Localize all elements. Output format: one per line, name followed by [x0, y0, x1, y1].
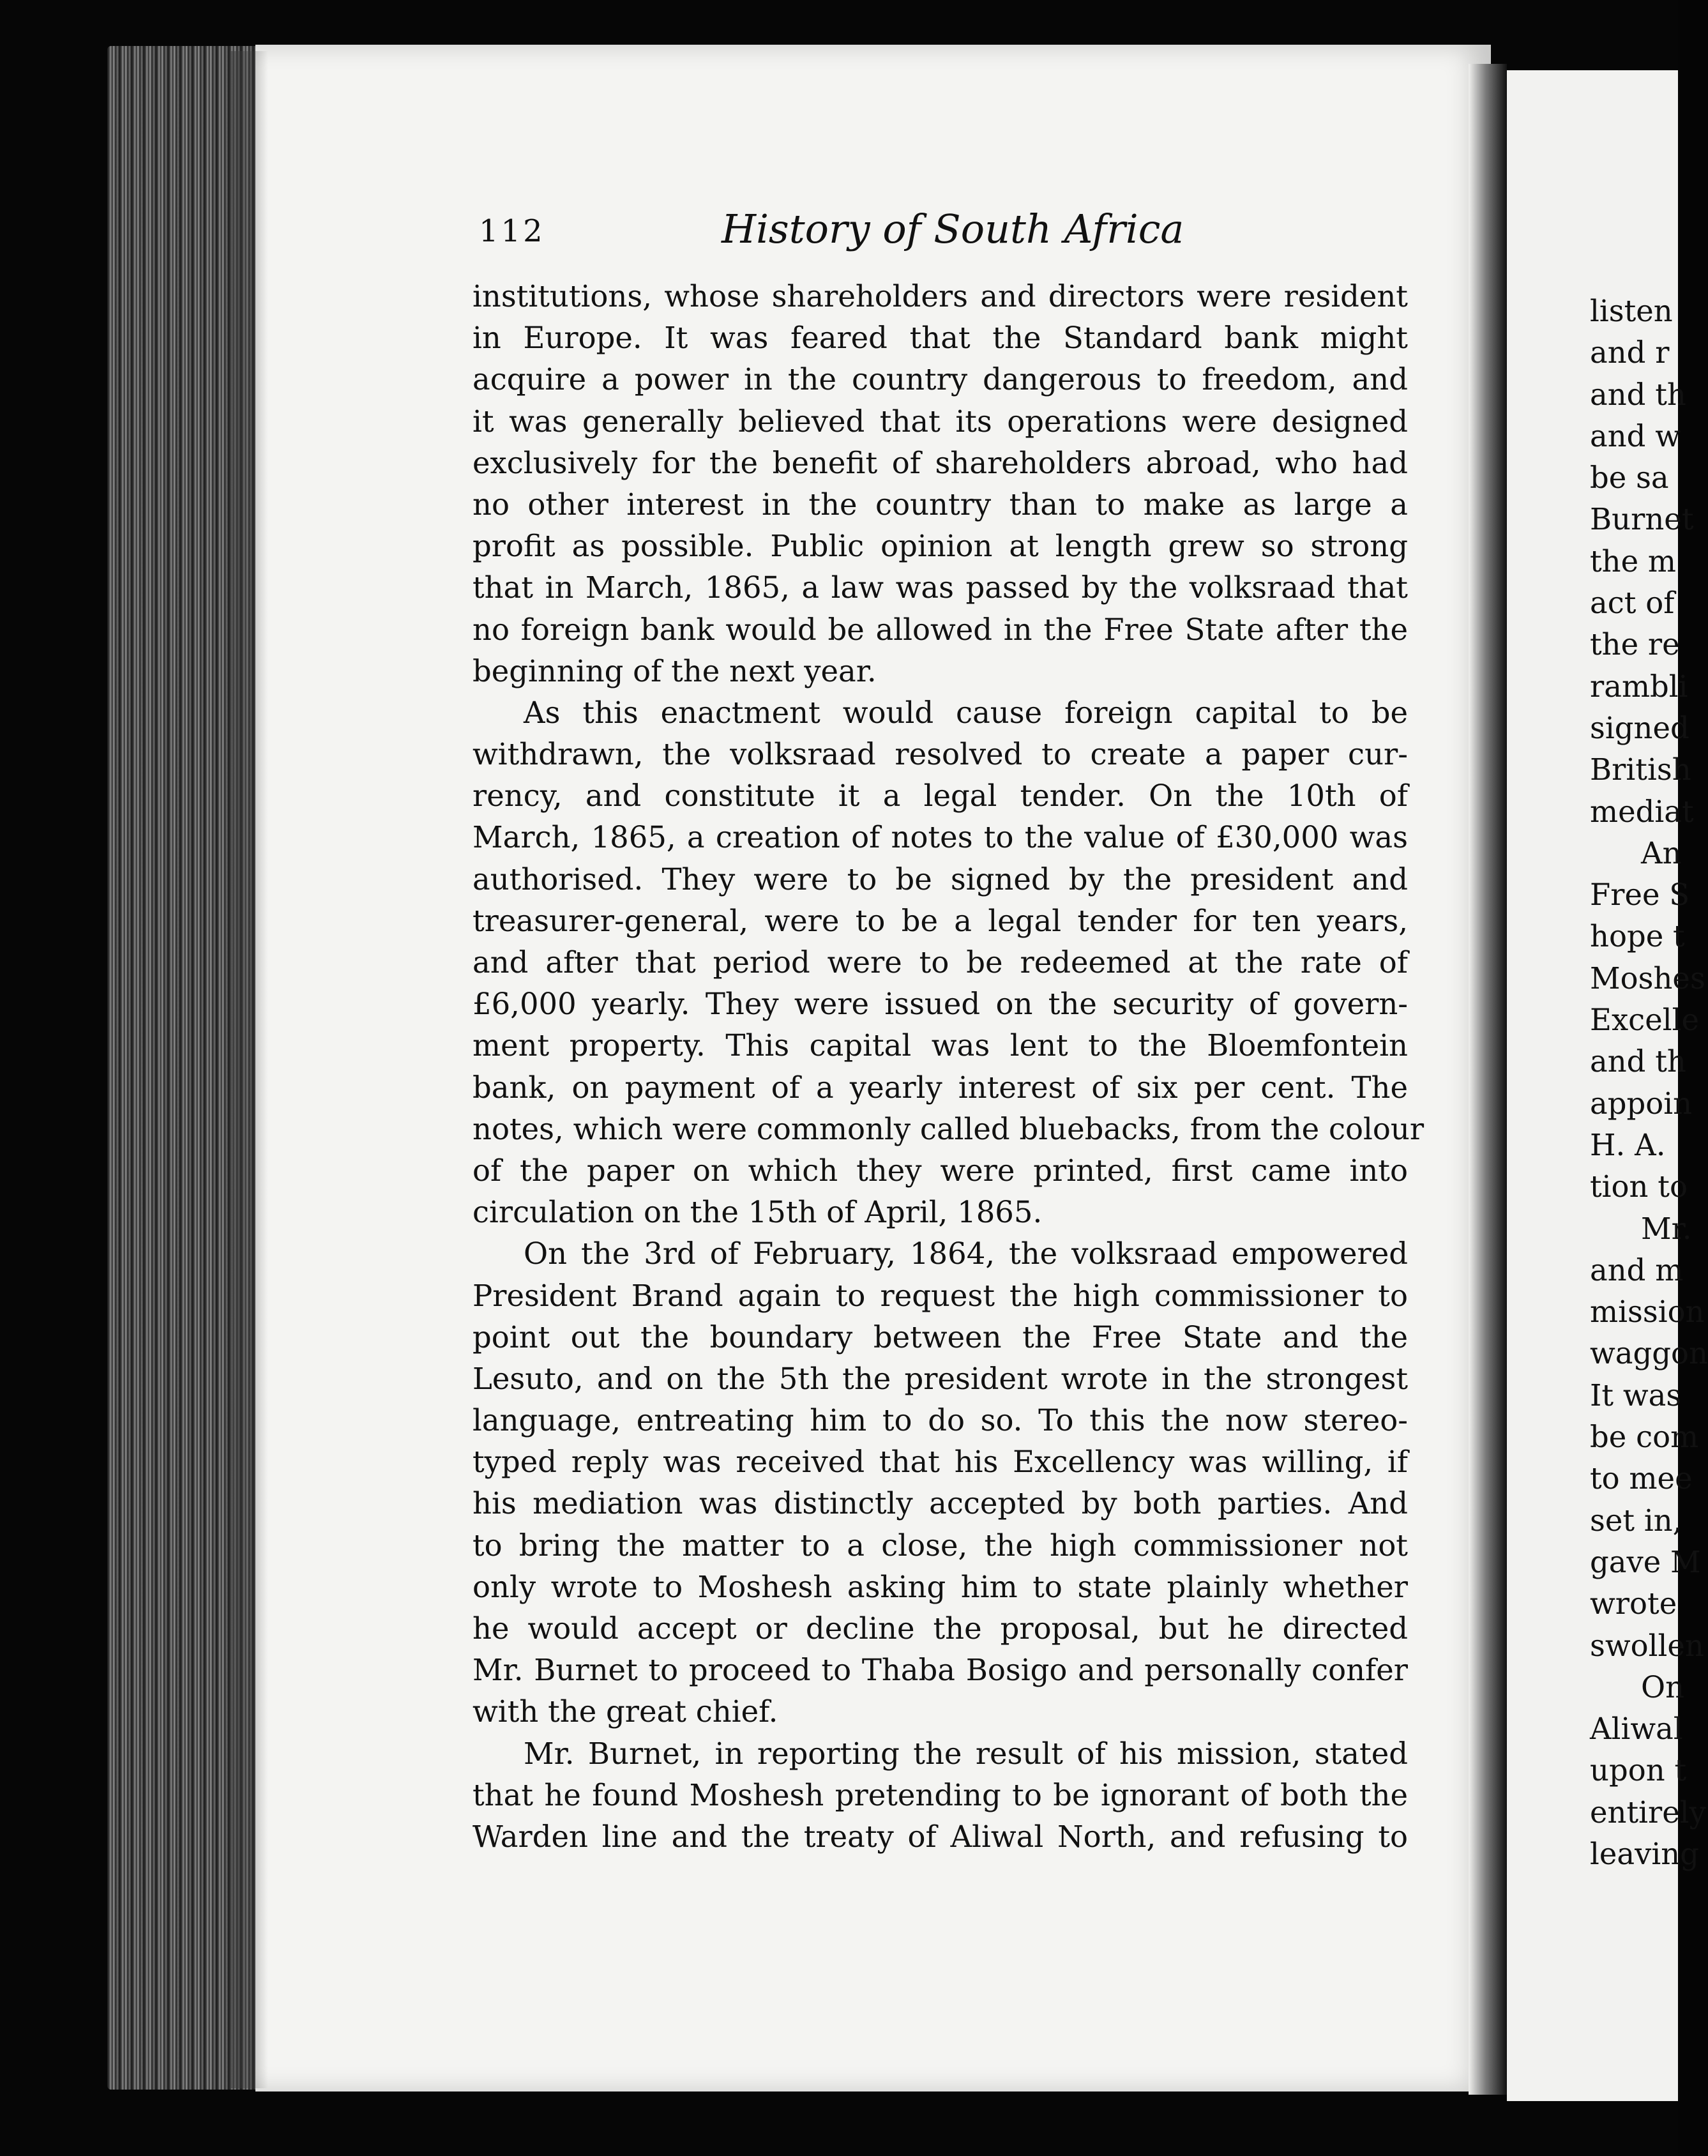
text-line: of the paper on which they were printed, first came into: [472, 1153, 1408, 1188]
facing-text-line: and r: [1590, 335, 1670, 370]
facing-text-line: It was: [1590, 1378, 1682, 1413]
text-line: that in March, 1865, a law was passed by the volksraad that: [472, 570, 1408, 605]
facing-text-line: the re: [1590, 627, 1680, 662]
facing-text-line: and th: [1590, 1044, 1686, 1079]
facing-text-line: Burnet: [1590, 502, 1694, 537]
text-line: treasurer-general, were to be a legal tender for ten years,: [472, 903, 1408, 938]
text-line: in Europe. It was feared that the Standard bank might: [472, 321, 1408, 356]
text-line: On the 3rd of February, 1864, the volksraad empowered: [524, 1236, 1408, 1272]
text-line: As this enactment would cause foreign capital to be: [524, 695, 1408, 730]
text-line: no other interest in the country than to make as large a: [472, 487, 1408, 522]
running-title: History of South Africa: [722, 206, 1184, 252]
facing-text-line: Aliwal: [1590, 1712, 1683, 1747]
facing-text-line: mission: [1590, 1294, 1705, 1330]
facing-text-line: and m: [1590, 1252, 1684, 1287]
text-line: authorised. They were to be signed by the president and: [472, 862, 1408, 897]
text-line: bank, on payment of a yearly interest of six per cent. The: [472, 1070, 1408, 1105]
text-line: £6,000 yearly. They were issued on the security of govern-: [472, 987, 1408, 1022]
text-line: March, 1865, a creation of notes to the value of £30,000 was: [472, 820, 1408, 855]
text-line: that he found Moshesh pretending to be ignorant of both the: [472, 1777, 1408, 1812]
text-line: it was generally believed that its operations were designed: [472, 404, 1408, 439]
text-line: only wrote to Moshesh asking him to state plainly whether: [472, 1569, 1408, 1604]
facing-text-line: H. A.: [1590, 1127, 1666, 1162]
text-line: Lesuto, and on the 5th the president wrote in the strongest: [472, 1361, 1408, 1396]
page-number: 112: [479, 213, 545, 249]
facing-text-line: mediat: [1590, 794, 1694, 829]
text-line: acquire a power in the country dangerous to freedom, and: [472, 362, 1408, 397]
text-line: ment property. This capital was lent to the Bloemfontein: [472, 1028, 1408, 1063]
text-line: Warden line and the treaty of Aliwal North, and refusing to: [472, 1819, 1408, 1854]
facing-text-line: listen: [1590, 294, 1673, 328]
text-line: language, entreating him to do so. To this the now stereo-: [472, 1403, 1408, 1438]
facing-text-line: Excelle: [1590, 1003, 1699, 1038]
text-line: Mr. Burnet to proceed to Thaba Bosigo and personally confer: [472, 1653, 1408, 1688]
facing-text-line: Mr.: [1641, 1211, 1692, 1246]
facing-text-line: Moshes: [1590, 960, 1705, 996]
text-line: Mr. Burnet, in reporting the result of his mission, stated: [524, 1736, 1408, 1771]
text-line: beginning of the next year.: [472, 653, 877, 688]
facing-text-line: to mee: [1590, 1461, 1693, 1496]
facing-text-line: British: [1590, 752, 1691, 787]
body-text: [472, 276, 1425, 1858]
text-line: his mediation was distinctly accepted by both parties. And: [472, 1486, 1408, 1521]
facing-text-line: be sa: [1590, 460, 1669, 496]
text-line: typed reply was received that his Excellency was willing, if: [472, 1445, 1408, 1480]
book-gutter: [1469, 64, 1507, 2095]
facing-text-line: waggon: [1590, 1336, 1708, 1371]
facing-text-line: swollen: [1590, 1628, 1704, 1663]
facing-text-line: act of: [1590, 586, 1675, 621]
text-line: rency, and constitute it a legal tender. On the 10th of: [472, 778, 1408, 814]
facing-text-line: and w: [1590, 418, 1681, 453]
text-line: profit as possible. Public opinion at length grew so strong: [472, 529, 1408, 564]
facing-text-line: appoin: [1590, 1086, 1693, 1121]
facing-text-line: set in,: [1590, 1503, 1682, 1538]
text-line: to bring the matter to a close, the high commissioner not: [472, 1528, 1408, 1563]
facing-text-line: An: [1641, 835, 1682, 870]
facing-text-line: On: [1641, 1669, 1685, 1704]
facing-text-line: upon t: [1590, 1753, 1687, 1788]
text-line: he would accept or decline the proposal, but he directed: [472, 1611, 1408, 1646]
facing-text-line: leaving: [1590, 1836, 1699, 1871]
facing-text-line: and th: [1590, 377, 1686, 412]
facing-text-line: tion to: [1590, 1169, 1688, 1204]
page-edge-shadow: [230, 51, 268, 2088]
text-line: circulation on the 15th of April, 1865.: [472, 1195, 1043, 1230]
text-line: with the great chief.: [472, 1694, 778, 1729]
text-line: withdrawn, the volksraad resolved to create a paper cur-: [472, 737, 1408, 772]
text-line: exclusively for the benefit of shareholders abroad, who had: [472, 445, 1408, 480]
text-line: and after that period were to be redeemed at the rate of: [472, 945, 1408, 980]
facing-text-line: rambli: [1590, 669, 1688, 704]
text-line: no foreign bank would be allowed in the Free State after the: [472, 612, 1408, 647]
running-head: [479, 206, 1424, 263]
text-line: President Brand again to request the high commissioner to: [472, 1278, 1408, 1313]
text-line: notes, which were commonly called bluebacks, from the colour: [472, 1111, 1425, 1146]
text-line: point out the boundary between the Free State and the: [472, 1319, 1408, 1355]
facing-page-text: [1590, 291, 1708, 1875]
facing-text-line: Free S: [1590, 877, 1690, 913]
right-facing-page: [1507, 70, 1708, 2101]
facing-text-line: gave M: [1590, 1544, 1701, 1579]
text-line: institutions, whose shareholders and directors were resident: [472, 279, 1408, 314]
facing-text-line: the m: [1590, 543, 1677, 579]
facing-text-line: wrote: [1590, 1586, 1677, 1621]
facing-text-line: hope t: [1590, 919, 1685, 954]
facing-text-line: signed: [1590, 710, 1689, 745]
facing-text-line: entirely: [1590, 1795, 1706, 1830]
facing-text-line: be com: [1590, 1420, 1699, 1455]
